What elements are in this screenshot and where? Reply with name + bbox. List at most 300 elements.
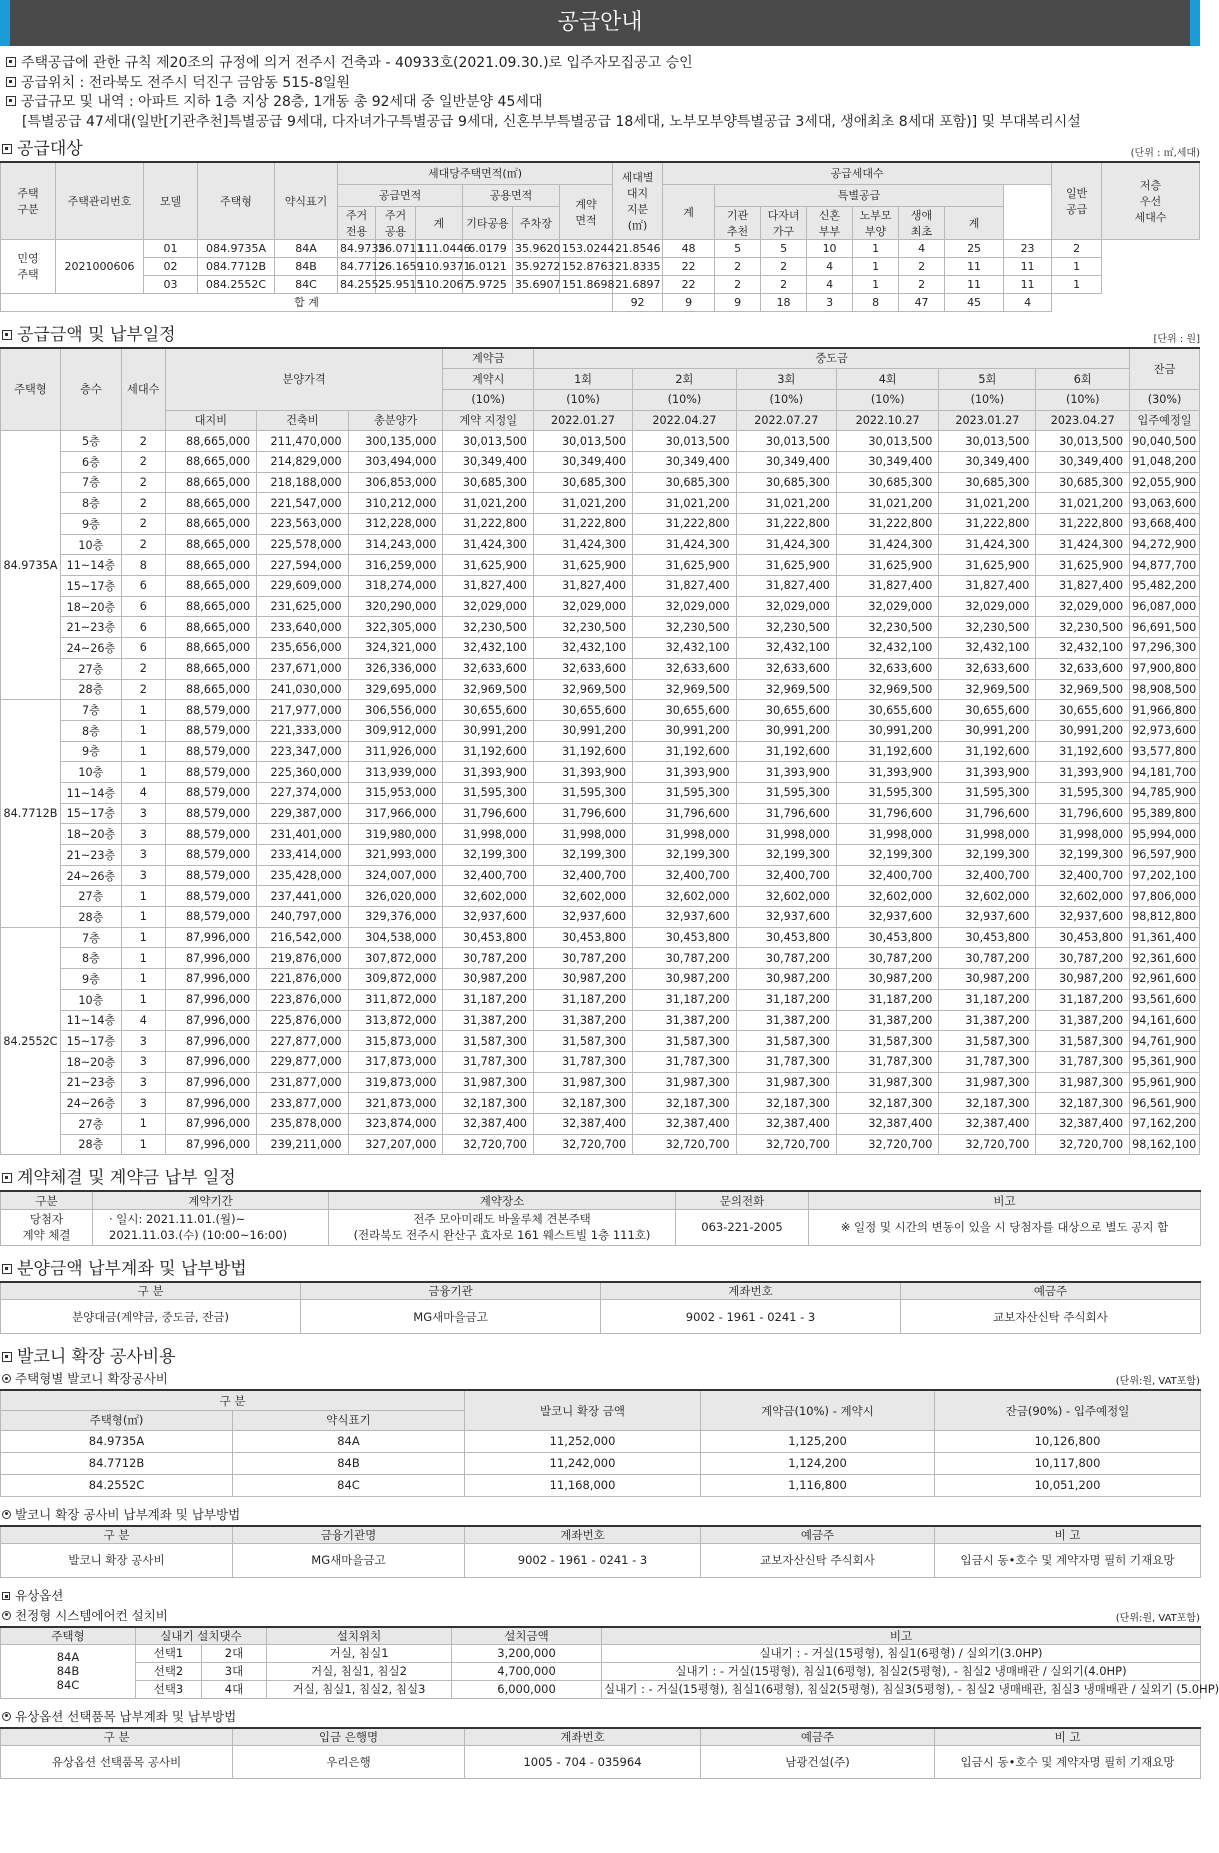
- amount-cell: 30,013,500: [736, 431, 836, 452]
- header-cell: 세대별 대지 지분 (㎡): [613, 162, 663, 239]
- amount-cell: 31,424,300: [736, 534, 836, 555]
- table-cell: 11,168,000: [465, 1474, 701, 1496]
- amount-cell: 98,162,100: [1130, 1134, 1200, 1155]
- amount-cell: 32,633,600: [633, 658, 737, 679]
- table-cell: 발코니 확장 공사비: [1, 1543, 233, 1577]
- table-cell: 26.0711: [376, 239, 416, 257]
- header-cell: 계좌번호: [465, 1728, 701, 1746]
- amount-cell: 88,579,000: [165, 782, 257, 803]
- amount-cell: 218,188,000: [257, 472, 349, 493]
- table-cell: 4: [807, 257, 853, 275]
- balcony-table: [0, 1389, 1201, 1497]
- header-cell: 계약기간: [93, 1191, 329, 1209]
- amount-cell: 31,393,900: [533, 762, 632, 783]
- amount-cell: 227,374,000: [257, 782, 349, 803]
- table-cell: 교보자산신탁 주식회사: [901, 1300, 1201, 1334]
- header-cell: 구 분: [1, 1282, 301, 1300]
- section-account-title: 분양금액 납부계좌 및 납부방법: [2, 1254, 1200, 1279]
- table-cell: 6,000,000: [452, 1680, 602, 1698]
- header-cell: 구 분: [1, 1390, 465, 1410]
- amount-cell: 94,761,900: [1130, 1031, 1200, 1052]
- amount-cell: 324,007,000: [348, 865, 443, 886]
- amount-cell: 310,212,000: [348, 493, 443, 514]
- amount-cell: 32,230,500: [836, 617, 938, 638]
- amount-cell: 317,966,000: [348, 803, 443, 824]
- header-cell: 2022.10.27: [836, 410, 938, 431]
- header-cell: 세대당주택면적(㎡): [338, 162, 613, 184]
- section-square-icon: [2, 330, 12, 340]
- amount-cell: 30,991,200: [736, 720, 836, 741]
- table-row: [1, 275, 1200, 293]
- amount-cell: 32,387,400: [736, 1113, 836, 1134]
- amount-cell: 311,926,000: [348, 741, 443, 762]
- amount-cell: 32,400,700: [443, 865, 533, 886]
- table-row: [1, 1191, 1201, 1209]
- amount-cell: 32,432,100: [1036, 638, 1130, 659]
- amount-cell: 315,873,000: [348, 1031, 443, 1052]
- table-cell: 48: [663, 239, 715, 257]
- amount-cell: 87,996,000: [165, 989, 257, 1010]
- table-cell: 01: [144, 239, 198, 257]
- total-label: 합 계: [1, 293, 613, 311]
- unit-count-cell: 2: [121, 451, 165, 472]
- amount-cell: 32,633,600: [836, 658, 938, 679]
- amount-cell: 237,671,000: [257, 658, 349, 679]
- amount-cell: 97,806,000: [1130, 886, 1200, 907]
- amount-cell: 309,872,000: [348, 969, 443, 990]
- amount-cell: 223,347,000: [257, 741, 349, 762]
- floor-cell: 28층: [60, 1134, 121, 1155]
- header-cell: 문의전화: [676, 1191, 809, 1209]
- table-cell: 1,116,800: [701, 1474, 935, 1496]
- amount-cell: 32,969,500: [836, 679, 938, 700]
- amount-cell: 306,556,000: [348, 700, 443, 721]
- amount-cell: 32,199,300: [533, 845, 632, 866]
- header-cell: 공급세대수: [663, 162, 1052, 184]
- table-row: [1, 534, 1200, 555]
- amount-cell: 30,453,800: [443, 927, 533, 948]
- table-cell: 5: [761, 239, 807, 257]
- amount-cell: 30,349,400: [443, 451, 533, 472]
- amount-cell: 32,602,000: [533, 886, 632, 907]
- amount-cell: 31,393,900: [633, 762, 737, 783]
- amount-cell: 31,192,600: [939, 741, 1036, 762]
- amount-cell: 30,991,200: [1036, 720, 1130, 741]
- amount-cell: 329,376,000: [348, 907, 443, 928]
- amount-cell: 31,192,600: [443, 741, 533, 762]
- amount-cell: 96,087,000: [1130, 596, 1200, 617]
- header-cell: (30%): [1130, 389, 1200, 410]
- house-type-cell: 84.7712B: [1, 700, 61, 928]
- amount-cell: 88,579,000: [165, 762, 257, 783]
- amount-cell: 31,192,600: [633, 741, 737, 762]
- amount-cell: 30,987,200: [443, 969, 533, 990]
- option-account-subtitle: 유상옵션 선택품목 납부계좌 및 납부방법: [2, 1707, 1200, 1725]
- header-cell: 계약 면적: [560, 184, 613, 239]
- amount-cell: 87,996,000: [165, 948, 257, 969]
- amount-cell: 31,587,300: [736, 1031, 836, 1052]
- amount-cell: 31,796,600: [533, 803, 632, 824]
- amount-cell: 88,665,000: [165, 658, 257, 679]
- amount-cell: 30,991,200: [939, 720, 1036, 741]
- header-cell: 2회: [633, 369, 737, 390]
- amount-cell: 88,579,000: [165, 741, 257, 762]
- amount-cell: 32,199,300: [736, 845, 836, 866]
- amount-cell: 32,432,100: [939, 638, 1036, 659]
- table-row: [1, 493, 1200, 514]
- amount-cell: 32,969,500: [633, 679, 737, 700]
- amount-cell: 31,187,200: [736, 989, 836, 1010]
- table-cell: 11: [1004, 257, 1052, 275]
- page-title: 공급안내: [557, 10, 643, 35]
- table-row: [1, 1728, 1201, 1746]
- amount-cell: 31,187,200: [939, 989, 1036, 1010]
- unit-count-cell: 3: [121, 824, 165, 845]
- amount-cell: 32,969,500: [443, 679, 533, 700]
- table-cell: 84.2552: [338, 275, 376, 293]
- table-cell: · 일시: 2021.11.01.(월)~ 2021.11.03.(수) (10:00~16:00): [93, 1209, 329, 1245]
- amount-cell: 240,797,000: [257, 907, 349, 928]
- intro-line: 주택공급에 관한 규칙 제20조의 규정에 의거 전주시 건축과 - 40933호(2021.09.30.)로 입주자모집공고 승인: [6, 54, 1194, 74]
- amount-cell: 30,013,500: [533, 431, 632, 452]
- table-row: [1, 1209, 1201, 1245]
- amount-cell: 88,579,000: [165, 720, 257, 741]
- unit-count-cell: 1: [121, 969, 165, 990]
- amount-cell: 92,055,900: [1130, 472, 1200, 493]
- header-cell: 주택형: [1, 1627, 136, 1645]
- table-cell: 22: [663, 275, 715, 293]
- amount-cell: 32,230,500: [633, 617, 737, 638]
- amount-cell: 95,961,900: [1130, 1072, 1200, 1093]
- amount-cell: 31,021,200: [939, 493, 1036, 514]
- unit-count-cell: 3: [121, 865, 165, 886]
- amount-cell: 31,998,000: [633, 824, 737, 845]
- amount-cell: 88,665,000: [165, 534, 257, 555]
- table-cell: 9: [715, 293, 761, 311]
- amount-cell: 31,987,300: [633, 1072, 737, 1093]
- header-cell: 일반 공급: [1052, 162, 1102, 239]
- table-cell: 4대: [202, 1680, 267, 1698]
- amount-cell: 87,996,000: [165, 1113, 257, 1134]
- amount-cell: 32,602,000: [1036, 886, 1130, 907]
- amount-cell: 88,579,000: [165, 886, 257, 907]
- amount-cell: 307,872,000: [348, 948, 443, 969]
- table-cell: 1,125,200: [701, 1430, 935, 1452]
- amount-cell: 30,987,200: [633, 969, 737, 990]
- account-table: [0, 1281, 1201, 1335]
- header-cell: 금융기관명: [233, 1526, 465, 1544]
- house-type-cell: 84.2552C: [1, 927, 61, 1155]
- floor-cell: 9층: [60, 969, 121, 990]
- amount-cell: 32,969,500: [939, 679, 1036, 700]
- header-cell: 2022.04.27: [633, 410, 737, 431]
- header-cell: (10%): [1036, 389, 1130, 410]
- header-cell: 노부모 부양: [853, 206, 899, 239]
- amount-cell: 32,387,400: [836, 1113, 938, 1134]
- amount-cell: 231,877,000: [257, 1072, 349, 1093]
- header-cell: 총분양가: [348, 410, 443, 431]
- amount-cell: 31,595,300: [1036, 782, 1130, 803]
- amount-cell: 233,640,000: [257, 617, 349, 638]
- amount-cell: 31,625,900: [736, 555, 836, 576]
- amount-cell: 229,609,000: [257, 576, 349, 597]
- amount-cell: 31,192,600: [736, 741, 836, 762]
- amount-cell: 32,633,600: [533, 658, 632, 679]
- amount-cell: 31,387,200: [533, 1010, 632, 1031]
- amount-cell: 32,029,000: [736, 596, 836, 617]
- amount-cell: 32,720,700: [443, 1134, 533, 1155]
- amount-cell: 31,827,400: [939, 576, 1036, 597]
- amount-cell: 32,969,500: [736, 679, 836, 700]
- floor-cell: 21~23층: [60, 617, 121, 638]
- table-row: [1, 1282, 1201, 1300]
- table-row: [1, 845, 1200, 866]
- amount-cell: 326,020,000: [348, 886, 443, 907]
- amount-cell: 92,961,600: [1130, 969, 1200, 990]
- amount-cell: 31,393,900: [443, 762, 533, 783]
- table-row: [1, 1113, 1200, 1134]
- amount-cell: 229,387,000: [257, 803, 349, 824]
- amount-cell: 31,796,600: [633, 803, 737, 824]
- table-cell: 우리은행: [233, 1745, 465, 1778]
- table-cell: 3,200,000: [452, 1644, 602, 1662]
- amount-cell: 31,387,200: [939, 1010, 1036, 1031]
- table-cell: ※ 일정 및 시간의 변동이 있을 시 당첨자를 대상으로 별도 공지 함: [809, 1209, 1201, 1245]
- amount-cell: 30,349,400: [1036, 451, 1130, 472]
- table-cell: 84.2552C: [1, 1474, 233, 1496]
- table-cell: MG새마을금고: [301, 1300, 601, 1334]
- amount-cell: 94,272,900: [1130, 534, 1200, 555]
- amount-cell: 31,424,300: [633, 534, 737, 555]
- amount-cell: 31,987,300: [736, 1072, 836, 1093]
- amount-cell: 30,349,400: [533, 451, 632, 472]
- table-cell: 11: [1004, 275, 1052, 293]
- table-row: [1, 514, 1200, 535]
- amount-cell: 30,787,200: [633, 948, 737, 969]
- amount-cell: 96,561,900: [1130, 1093, 1200, 1114]
- floor-cell: 7층: [60, 927, 121, 948]
- amount-cell: 223,563,000: [257, 514, 349, 535]
- amount-cell: 31,021,200: [1036, 493, 1130, 514]
- header-cell: 주택형: [198, 162, 275, 239]
- header-cell: 모델: [144, 162, 198, 239]
- amount-cell: 32,937,600: [939, 907, 1036, 928]
- table-cell: 84B: [275, 257, 338, 275]
- table-cell: 선택3: [136, 1680, 202, 1698]
- amount-cell: 31,387,200: [836, 1010, 938, 1031]
- amount-cell: 32,029,000: [533, 596, 632, 617]
- table-cell: 4: [1004, 293, 1052, 311]
- amount-cell: 235,656,000: [257, 638, 349, 659]
- section-square-icon: [2, 1173, 12, 1183]
- amount-cell: 32,400,700: [736, 865, 836, 886]
- amount-cell: 30,655,600: [443, 700, 533, 721]
- amount-cell: 31,222,800: [736, 514, 836, 535]
- table-cell: 2: [761, 275, 807, 293]
- amount-cell: 31,387,200: [736, 1010, 836, 1031]
- amount-cell: 32,937,600: [633, 907, 737, 928]
- amount-cell: 87,996,000: [165, 1072, 257, 1093]
- option-aircon-subtitle: 천정형 시스템에어컨 설치비 (단위:원, VAT포함): [2, 1606, 1200, 1624]
- amount-cell: 32,937,600: [736, 907, 836, 928]
- table-cell: 84A: [233, 1430, 465, 1452]
- header-cell: 중도금: [533, 348, 1129, 369]
- table-cell: 5.9725: [463, 275, 513, 293]
- supply-table: [0, 161, 1200, 312]
- header-cell: 실내기 설치댓수: [136, 1627, 267, 1645]
- table-cell: 10,051,200: [935, 1474, 1201, 1496]
- amount-cell: 31,192,600: [836, 741, 938, 762]
- table-cell: 4: [899, 239, 945, 257]
- amount-cell: 32,633,600: [736, 658, 836, 679]
- amount-cell: 223,876,000: [257, 989, 349, 1010]
- amount-cell: 32,937,600: [1036, 907, 1130, 928]
- table-row: [1, 741, 1200, 762]
- header-cell: 설치금액: [452, 1627, 602, 1645]
- header-cell: 2022.01.27: [533, 410, 632, 431]
- table-cell: 151.8698: [560, 275, 613, 293]
- balcony-account-subtitle: 발코니 확장 공사비 납부계좌 및 납부방법: [2, 1505, 1200, 1523]
- table-row: [1, 410, 1200, 431]
- table-row: [1, 239, 1200, 257]
- table-row: [1, 472, 1200, 493]
- table-cell: 84C: [233, 1474, 465, 1496]
- bullet-circle-icon: [2, 1374, 11, 1383]
- amount-cell: 32,230,500: [1036, 617, 1130, 638]
- floor-cell: 15~17층: [60, 1031, 121, 1052]
- unit-count-cell: 1: [121, 989, 165, 1010]
- amount-cell: 31,587,300: [443, 1031, 533, 1052]
- unit-count-cell: 1: [121, 1113, 165, 1134]
- floor-cell: 8층: [60, 720, 121, 741]
- amount-cell: 231,625,000: [257, 596, 349, 617]
- amount-cell: 93,577,800: [1130, 741, 1200, 762]
- amount-cell: 32,720,700: [633, 1134, 737, 1155]
- table-row: [1, 617, 1200, 638]
- floor-cell: 7층: [60, 700, 121, 721]
- amount-cell: 32,602,000: [443, 886, 533, 907]
- unit-count-cell: 6: [121, 638, 165, 659]
- amount-cell: 30,685,300: [633, 472, 737, 493]
- amount-cell: 233,877,000: [257, 1093, 349, 1114]
- amount-cell: 94,181,700: [1130, 762, 1200, 783]
- table-row: [1, 720, 1200, 741]
- header-cell: 잔금(90%) - 입주예정일: [935, 1390, 1201, 1430]
- amount-cell: 31,187,200: [533, 989, 632, 1010]
- section-balcony-title: 발코니 확장 공사비용: [2, 1342, 1200, 1367]
- table-cell: 3: [807, 293, 853, 311]
- amount-cell: 95,482,200: [1130, 576, 1200, 597]
- table-row: [1, 1474, 1201, 1496]
- table-cell: 2대: [202, 1644, 267, 1662]
- amount-cell: 31,787,300: [836, 1051, 938, 1072]
- header-cell: (10%): [939, 389, 1036, 410]
- amount-cell: 93,063,600: [1130, 493, 1200, 514]
- amount-cell: 31,796,600: [443, 803, 533, 824]
- header-cell: 금융기관: [301, 1282, 601, 1300]
- amount-cell: 92,973,600: [1130, 720, 1200, 741]
- amount-cell: 313,872,000: [348, 1010, 443, 1031]
- amount-cell: 31,998,000: [939, 824, 1036, 845]
- amount-cell: 300,135,000: [348, 431, 443, 452]
- floor-cell: 15~17층: [60, 803, 121, 824]
- amount-cell: 225,876,000: [257, 1010, 349, 1031]
- amount-cell: 31,222,800: [533, 514, 632, 535]
- amount-cell: 303,494,000: [348, 451, 443, 472]
- amount-cell: 32,029,000: [836, 596, 938, 617]
- header-accent-left: [0, 0, 10, 46]
- amount-cell: 31,787,300: [939, 1051, 1036, 1072]
- table-cell: 9: [663, 293, 715, 311]
- table-cell: 084.7712B: [198, 257, 275, 275]
- amount-cell: 31,827,400: [836, 576, 938, 597]
- amount-cell: 90,040,500: [1130, 431, 1200, 452]
- balcony-cost-subtitle: 주택형별 발코니 확장공사비 (단위:원, VAT포함): [2, 1369, 1200, 1387]
- unit-count-cell: 2: [121, 472, 165, 493]
- table-cell: 84.7712B: [1, 1452, 233, 1474]
- amount-cell: 88,665,000: [165, 576, 257, 597]
- table-row: [1, 824, 1200, 845]
- table-cell: 84C: [275, 275, 338, 293]
- amount-cell: 31,595,300: [533, 782, 632, 803]
- amount-cell: 30,685,300: [443, 472, 533, 493]
- header-cell: 주택 구분: [1, 162, 56, 239]
- table-row: [1, 762, 1200, 783]
- amount-cell: 322,305,000: [348, 617, 443, 638]
- amount-cell: 321,873,000: [348, 1093, 443, 1114]
- table-cell: 1: [853, 275, 899, 293]
- table-cell: 45: [945, 293, 1004, 311]
- amount-cell: 31,222,800: [443, 514, 533, 535]
- table-cell: 입금시 동•호수 및 계약자명 필히 기재요망: [935, 1543, 1201, 1577]
- table-cell: 4: [807, 275, 853, 293]
- table-cell: 063-221-2005: [676, 1209, 809, 1245]
- amount-cell: 32,387,400: [443, 1113, 533, 1134]
- unit-count-cell: 2: [121, 493, 165, 514]
- header-cell: 4회: [836, 369, 938, 390]
- table-cell: 6.0121: [463, 257, 513, 275]
- header-cell: 2023.04.27: [1036, 410, 1130, 431]
- amount-cell: 32,187,300: [939, 1093, 1036, 1114]
- table-row: [1, 1390, 1201, 1410]
- amount-cell: 30,787,200: [836, 948, 938, 969]
- amount-cell: 30,685,300: [736, 472, 836, 493]
- unit-count-cell: 6: [121, 617, 165, 638]
- amount-cell: 87,996,000: [165, 1031, 257, 1052]
- amount-cell: 235,878,000: [257, 1113, 349, 1134]
- unit-count-cell: 2: [121, 658, 165, 679]
- amount-cell: 314,243,000: [348, 534, 443, 555]
- table-row: [1, 1072, 1200, 1093]
- floor-cell: 18~20층: [60, 596, 121, 617]
- amount-cell: 32,187,300: [736, 1093, 836, 1114]
- amount-cell: 32,387,400: [939, 1113, 1036, 1134]
- table-cell: 02: [144, 257, 198, 275]
- amount-cell: 30,453,800: [533, 927, 632, 948]
- amount-cell: 87,996,000: [165, 1010, 257, 1031]
- section-square-icon: [2, 1352, 12, 1362]
- header-cell: 예금주: [701, 1728, 935, 1746]
- table-row: [1, 293, 1200, 311]
- amount-cell: 30,349,400: [633, 451, 737, 472]
- section-square-icon: [2, 144, 12, 154]
- floor-cell: 28층: [60, 679, 121, 700]
- table-row: [1, 1662, 1201, 1680]
- amount-cell: 31,625,900: [443, 555, 533, 576]
- amount-cell: 221,547,000: [257, 493, 349, 514]
- floor-cell: 8층: [60, 493, 121, 514]
- header-cell: 분양가격: [165, 348, 443, 411]
